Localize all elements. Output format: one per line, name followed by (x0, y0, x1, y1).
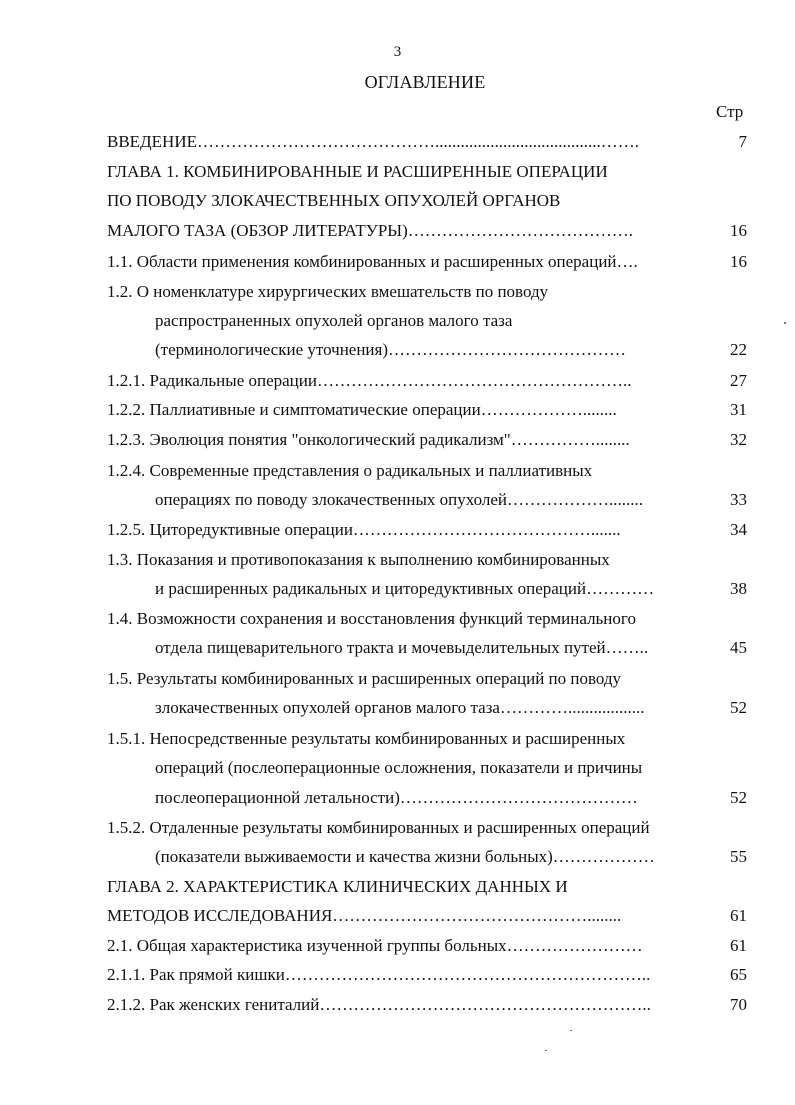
toc-entry: (терминологические уточнения)…………………………………… (155, 340, 627, 359)
toc-entry: послеоперационной летальности)…………………………………… (155, 788, 638, 807)
toc-page-number: 31 (730, 400, 747, 419)
page-column-header: Стр (716, 102, 744, 121)
toc-entry: 1.1. Области применения комбинированных и расширенных операций…. (107, 252, 638, 271)
toc-page-number: 33 (730, 490, 747, 509)
page-title: ОГЛАВЛЕНИЕ (364, 72, 486, 92)
toc-entry: ПО ПОВОДУ ЗЛОКАЧЕСТВЕННЫХ ОПУХОЛЕЙ ОРГАНОВ (107, 191, 561, 210)
toc-page-number: 16 (730, 221, 747, 240)
toc-page-number: 32 (730, 430, 747, 449)
toc-entry: распространенных опухолей органов малого таза (155, 311, 513, 330)
toc-entry: 1.2.5. Циторедуктивные операции……………………………………....... (107, 520, 621, 539)
toc-entry: ГЛАВА 2. ХАРАКТЕРИСТИКА КЛИНИЧЕСКИХ ДАННЫХ И (107, 877, 568, 896)
toc-entry: МАЛОГО ТАЗА (ОБЗОР ЛИТЕРАТУРЫ)…………………………………. (107, 221, 634, 240)
toc-page-number: 22 (730, 340, 747, 359)
toc-entry: ГЛАВА 1. КОМБИНИРОВАННЫЕ И РАСШИРЕННЫЕ ОПЕРАЦИИ (107, 162, 608, 181)
toc-entry: 1.2. О номенклатуре хирургических вмешательств по поводу (107, 282, 549, 301)
toc-page-number: 27 (730, 371, 747, 390)
toc-entry: отдела пищеварительного тракта и мочевыделительных путей…….. (155, 638, 649, 657)
toc-entry: 2.1. Общая характеристика изученной группы больных…………………… (107, 936, 643, 955)
toc-entry: 1.3. Показания и противопоказания к выполнению комбинированных (107, 550, 610, 569)
toc-entry: 1.4. Возможности сохранения и восстановления функций терминального (107, 609, 636, 628)
scan-speck (570, 1030, 572, 1031)
toc-page-number: 52 (730, 698, 747, 717)
toc-page-number: 61 (730, 906, 747, 925)
toc-page-number: 16 (730, 252, 747, 271)
toc-entry: МЕТОДОВ ИССЛЕДОВАНИЯ………………………………………........ (107, 906, 622, 925)
toc-page-number: 65 (730, 965, 747, 984)
toc-entry: и расширенных радикальных и циторедуктивных операций………… (155, 579, 655, 598)
toc-entry: 1.2.4. Современные представления о радикальных и паллиативных (107, 461, 593, 480)
toc-page-number: 61 (730, 936, 747, 955)
toc-entry: ВВЕДЕНИЕ…………………………………….......................................……. (107, 132, 639, 151)
toc-entry: (показатели выживаемости и качества жизни больных)……………… (155, 847, 655, 866)
toc-page-number: 52 (730, 788, 747, 807)
toc-entry: операций (послеоперационные осложнения, показатели и причины (155, 758, 643, 777)
toc-entry: операциях по поводу злокачественных опухолей………………........ (155, 490, 643, 509)
toc-entry: 1.2.3. Эволюция понятия "онкологический радикализм"……………........ (107, 430, 630, 449)
toc-entry: 1.2.1. Радикальные операции……………………………………………….. (107, 371, 632, 390)
toc-page-number: 34 (730, 520, 747, 539)
toc-entry: 2.1.2. Рак женских гениталий………………………………………………….. (107, 995, 651, 1014)
toc-page-number: 38 (730, 579, 747, 598)
scan-speck (784, 322, 786, 324)
toc-entry: 1.5.1. Непосредственные результаты комбинированных и расширенных (107, 729, 626, 748)
toc-entry: злокачественных опухолей органов малого таза………….................. (155, 698, 645, 717)
toc-entry: 2.1.1. Рак прямой кишки……………………………………………………….. (107, 965, 651, 984)
toc-entry: 1.5.2. Отдаленные результаты комбинированных и расширенных операций (107, 818, 650, 837)
toc-entry: 1.5. Результаты комбинированных и расширенных операций по поводу (107, 669, 622, 688)
scan-speck (545, 1050, 547, 1051)
toc-page-number: 70 (730, 995, 747, 1014)
toc-page-number: 45 (730, 638, 747, 657)
toc-entry: 1.2.2. Паллиативные и симптоматические операции………………........ (107, 400, 617, 419)
toc-page-number: 7 (738, 132, 747, 151)
page-number: 3 (393, 44, 402, 60)
toc-page-number: 55 (730, 847, 747, 866)
